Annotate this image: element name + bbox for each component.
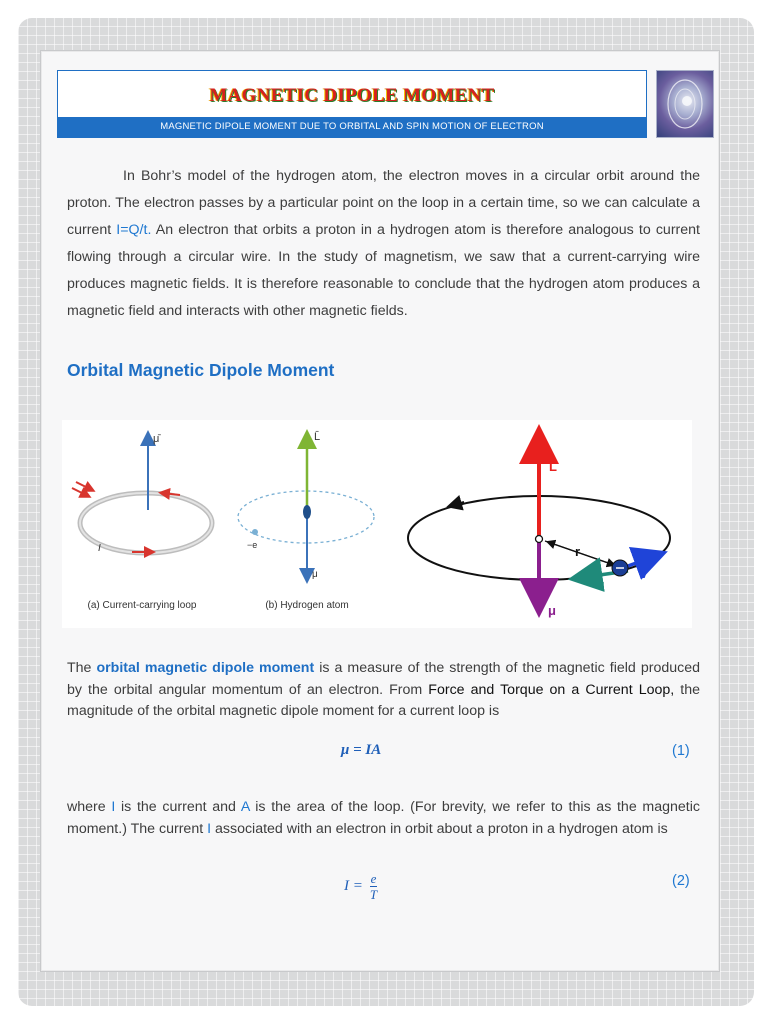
loop-mu-label: μ̄: [153, 433, 160, 445]
orbit-I-label: I: [601, 579, 605, 594]
loop-current-label: I: [98, 543, 101, 554]
atom-thumbnail-image: [656, 70, 714, 138]
intro-text-1: In Bohr’s model of the hydrogen atom, the electron moves in a circular orbit around the proton. The electron passes by a particular point on the loop in a certain time, so we can calculate a current: [67, 168, 700, 238]
para2-lead: The: [67, 660, 97, 676]
dipole-moment-paragraph: [67, 658, 700, 723]
orbital-figure: [62, 420, 692, 628]
atom-mu-label: μ: [312, 569, 318, 580]
orbit-mu-label: μ: [548, 603, 556, 618]
intro-text-2: An electron that orbits a proton in a hydrogen atom is therefore analogous to current flowing through a circular wire. In the study of magnetism, we saw that a current-carrying wire produces magnetic fields. It is therefore reasonable to conclude that the hydrogen atom produces a magnetic field and interacts with other magnetic fields.: [67, 222, 700, 319]
para3-text-4: associated with an electron in orbit about a proton in a hydrogen atom is: [211, 820, 668, 837]
intro-paragraph: [67, 163, 700, 325]
equation-2-number: (2): [672, 873, 690, 889]
atom-caption: (b) Hydrogen atom: [265, 600, 349, 611]
equation-2-fraction: [370, 871, 378, 903]
section-heading: Orbital Magnetic Dipole Moment: [67, 360, 335, 380]
equation-1: μ = IA: [341, 742, 382, 758]
para2-text-2: the magnitude of the orbital magnetic dipole moment for a current loop is: [67, 681, 700, 719]
dipole-term: orbital magnetic dipole moment: [96, 660, 315, 676]
orbit-vector-diagram: [408, 436, 670, 618]
orbit-r-label: r: [575, 544, 581, 559]
para3-text-1: where: [67, 799, 112, 815]
para3-text-2: is the current and: [115, 799, 241, 815]
page-title: MAGNETIC DIPOLE MOMENT: [209, 85, 495, 106]
symbol-I: I: [111, 799, 116, 815]
atom-L-label: L̄: [314, 431, 321, 443]
equation-2-lhs: I =: [344, 878, 363, 894]
hydrogen-atom-diagram: [238, 430, 374, 611]
equation-2-numerator: e: [370, 871, 377, 886]
para2-text-1: is a measure of the strength of the magnetic field produced by the orbital angular momentum of an electron. From: [67, 660, 700, 698]
header-banner: [57, 70, 647, 138]
orbit-v-label: v: [640, 566, 648, 581]
current-definition-paragraph: [67, 797, 700, 840]
page-subtitle: MAGNETIC DIPOLE MOMENT DUE TO ORBITAL AND SPIN MOTION OF ELECTRON: [58, 117, 646, 137]
equation-2: [344, 871, 377, 903]
equation-1-number: (1): [672, 743, 690, 759]
current-formula-inline: I=Q/t.: [116, 222, 152, 238]
force-torque-link[interactable]: Force and Torque on a Current Loop,: [428, 681, 675, 698]
equation-2-denominator: T: [369, 887, 378, 902]
atom-charge-label: −e: [247, 540, 258, 550]
orbit-L-label: L: [549, 459, 557, 474]
symbol-A: A: [240, 799, 250, 815]
symbol-I-2: I: [207, 820, 212, 837]
loop-caption: (a) Current-carrying loop: [87, 600, 197, 611]
para3-text-3: is the area of the loop. (For brevity, we refer to this as the magnetic moment.) The current: [67, 799, 700, 837]
current-loop-diagram: [72, 433, 212, 611]
